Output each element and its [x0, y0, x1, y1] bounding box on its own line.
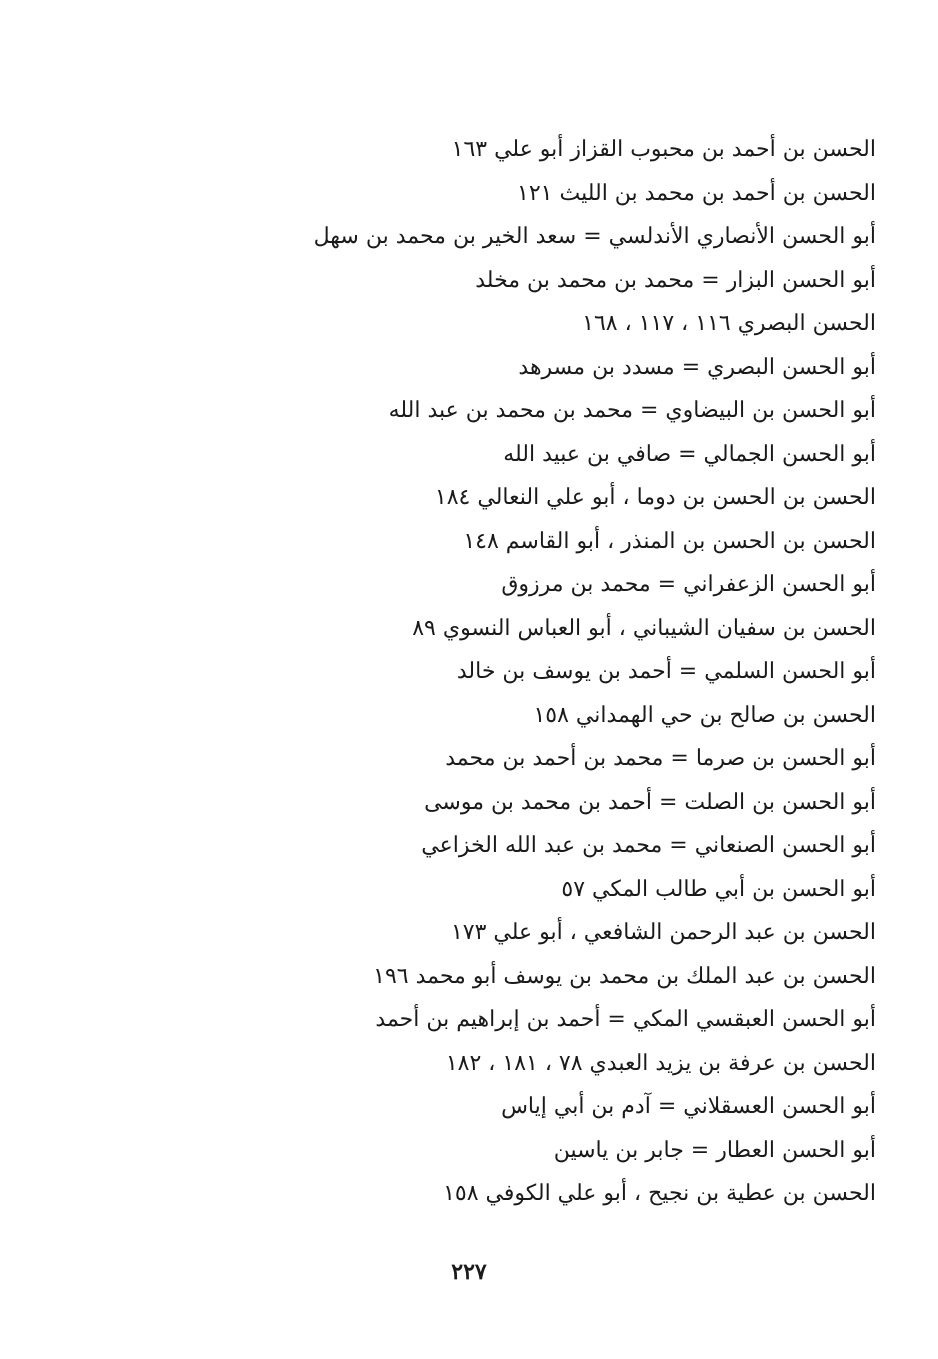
index-entry: أبو الحسن الصنعاني = محمد بن عبد الله الخزاعي: [421, 833, 876, 858]
index-entry: الحسن البصري ١١٦ ، ١١٧ ، ١٦٨: [582, 311, 876, 336]
index-entry: الحسن بن صالح بن حي الهمداني ١٥٨: [533, 702, 876, 728]
index-entry: الحسن بن الحسن بن المنذر ، أبو القاسم ١٤٨: [463, 528, 876, 554]
index-entry: الحسن بن أحمد بن محمد بن الليث ١٢١: [517, 180, 876, 206]
index-entry: أبو الحسن بن البيضاوي = محمد بن محمد بن عبد الله: [388, 398, 876, 423]
index-entry: الحسن بن سفيان الشيباني ، أبو العباس النسوي ٨٩: [412, 615, 876, 641]
index-entry: أبو الحسن الأنصاري الأندلسي = سعد الخير بن محمد بن سهل: [313, 224, 876, 249]
index-entry: أبو الحسن العبقسي المكي = أحمد بن إبراهيم بن أحمد: [375, 1007, 876, 1032]
index-entry: الحسن بن عبد الملك بن محمد بن يوسف أبو محمد ١٩٦: [373, 963, 876, 989]
index-entry: أبو الحسن السلمي = أحمد بن يوسف بن خالد: [456, 659, 876, 684]
index-entry: الحسن بن عرفة بن يزيد العبدي ٧٨ ، ١٨١ ، ١٨٢: [445, 1050, 876, 1076]
index-entry: أبو الحسن العسقلاني = آدم بن أبي إياس: [501, 1094, 876, 1119]
index-entry: الحسن بن الحسن بن دوما ، أبو علي النعالي ١٨٤: [434, 485, 876, 510]
index-entry: أبو الحسن بن صرما = محمد بن أحمد بن محمد: [445, 746, 876, 771]
index-entry: الحسن بن عبد الرحمن الشافعي ، أبو علي ١٧٣: [450, 920, 876, 945]
index-entry: أبو الحسن بن الصلت = أحمد بن محمد بن موسى: [424, 789, 876, 815]
page-number: ٢٢٧: [451, 1259, 487, 1285]
index-entry: أبو الحسن العطار = جابر بن ياسين: [553, 1137, 876, 1163]
index-list: [216, 128, 876, 1216]
index-entry: أبو الحسن البصري = مسدد بن مسرهد: [518, 354, 876, 380]
index-entry: الحسن بن عطية بن نجيح ، أبو علي الكوفي ١٥٨: [443, 1181, 876, 1206]
index-entry: أبو الحسن الجمالي = صافي بن عبيد الله: [503, 441, 876, 467]
index-entry: أبو الحسن البزار = محمد بن محمد بن مخلد: [475, 267, 876, 293]
index-entry: أبو الحسن الزعفراني = محمد بن مرزوق: [501, 572, 876, 597]
index-entry: الحسن بن أحمد بن محبوب القزاز أبو علي ١٦٣: [451, 137, 876, 162]
index-entry: أبو الحسن بن أبي طالب المكي ٥٧: [561, 876, 876, 902]
